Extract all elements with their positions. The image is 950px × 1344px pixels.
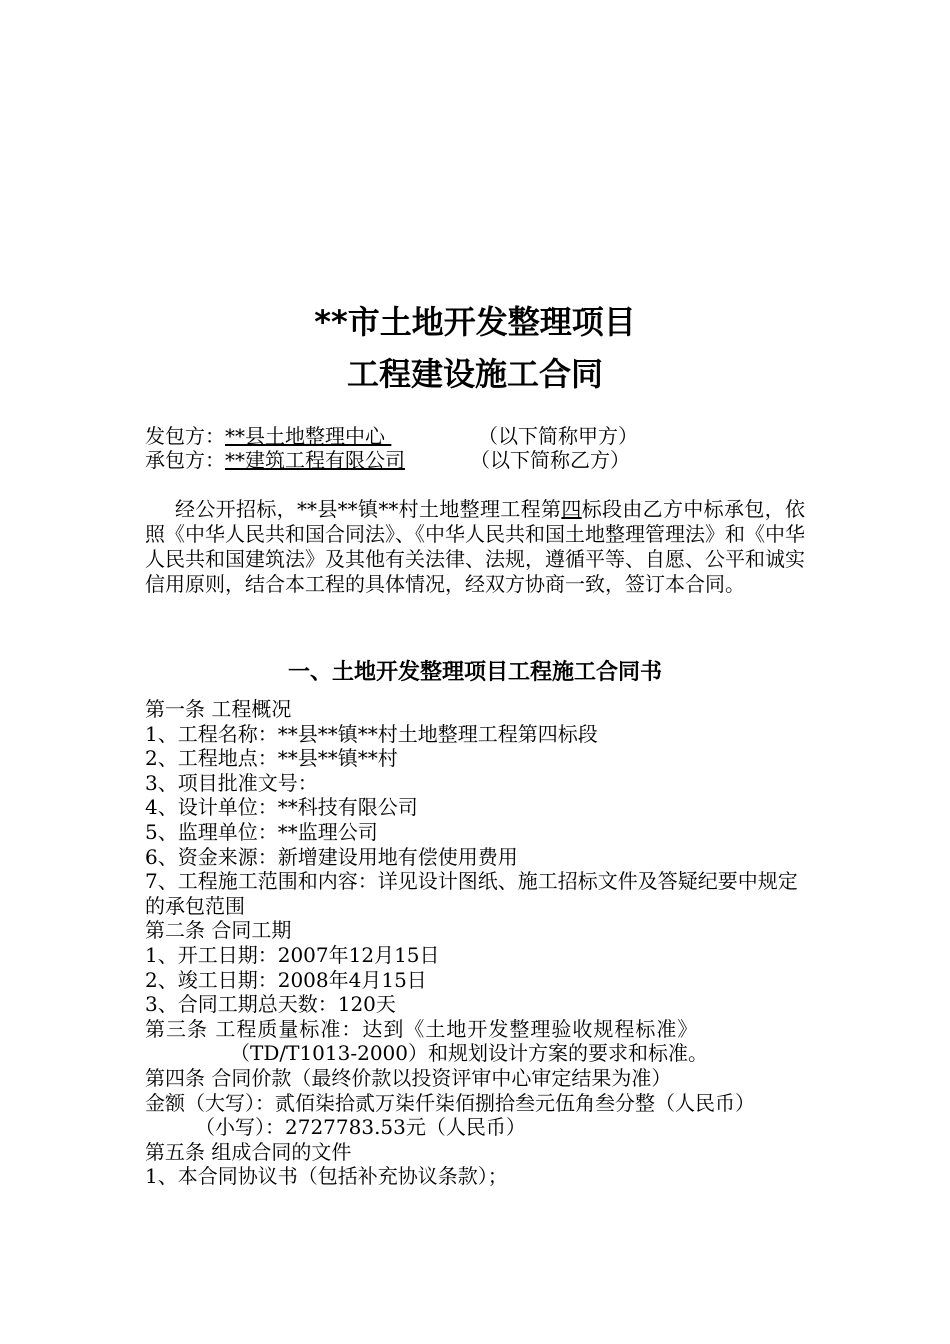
article-1-item-4: 4、设计单位：**科技有限公司 xyxy=(145,795,418,820)
article-1-item-6: 6、资金来源：新增建设用地有偿使用费用 xyxy=(145,844,518,869)
document-title-line2: 工程建设施工合同 xyxy=(346,355,603,393)
document-title-line1: **市土地开发整理项目 xyxy=(314,303,636,341)
employer-line xyxy=(145,424,391,448)
article-2-item-3: 3、合同工期总天数：120天 xyxy=(145,992,396,1017)
section-heading: 一、土地开发整理项目工程施工合同书 xyxy=(287,660,662,685)
section-number: 四 xyxy=(561,497,582,521)
contractor-label: 承包方： xyxy=(145,448,225,472)
contract-articles xyxy=(145,697,810,1189)
article-2-item-2: 2、竣工日期：2008年4月15日 xyxy=(145,967,427,992)
article-1-item-1: 1、工程名称：**县**镇**村土地整理工程第四标段 xyxy=(145,721,598,746)
article-3-line-2: （TD/T1013-2000）和规划设计方案的要求和标准。 xyxy=(230,1041,709,1066)
article-4-amount-lower: （小写）：2727783.53元（人民币） xyxy=(195,1115,526,1140)
article-5-title: 第五条 组成合同的文件 xyxy=(145,1139,352,1164)
article-2-title: 第二条 合同工期 xyxy=(145,918,292,943)
article-1-item-2: 2、工程地点：**县**镇**村 xyxy=(145,746,398,771)
intro-paragraph: 经公开招标，**县**镇**村土地整理工程第四标段由乙方中标承包，依照《中华人民共和国合同法》、《中华人民共和国土地整理管理法》和《中华人民共和国建筑法》及其他有关法律、法规，遵循平等、自愿、公平和诚实信用原则，结合本工程的具体情况，经双方协商一致，签订本合同。 xyxy=(145,497,806,596)
article-1-item-7: 7、工程施工范围和内容：详见设计图纸、施工招标文件及答疑纪要中规定的承包范围 xyxy=(145,869,798,918)
employer-label: 发包方： xyxy=(145,424,225,448)
article-3-line-1: 第三条 工程质量标准：达到《土地开发整理验收规程标准》 xyxy=(145,1016,699,1041)
employer-note: （以下简称甲方） xyxy=(478,424,638,448)
article-1-title: 第一条 工程概况 xyxy=(145,697,292,721)
contractor-name: **建筑工程有限公司 xyxy=(225,448,405,472)
employer-name: **县土地整理中心 xyxy=(225,424,385,448)
article-1-item-5: 5、监理单位：**监理公司 xyxy=(145,819,378,844)
article-1-item-3: 3、项目批准文号： xyxy=(145,770,318,795)
article-5-item-1: 1、本合同协议书（包括补充协议条款）； xyxy=(145,1164,508,1189)
contractor-note: （以下简称乙方） xyxy=(470,448,630,472)
article-2-item-1: 1、开工日期：2007年12月15日 xyxy=(145,942,440,967)
article-4-amount-upper: 金额（大写）：贰佰柒拾贰万柒仟柒佰捌拾叁元伍角叁分整（人民币） xyxy=(145,1090,755,1115)
article-4-title: 第四条 合同价款（最终价款以投资评审中心审定结果为准） xyxy=(145,1065,672,1090)
contractor-line xyxy=(145,448,405,472)
